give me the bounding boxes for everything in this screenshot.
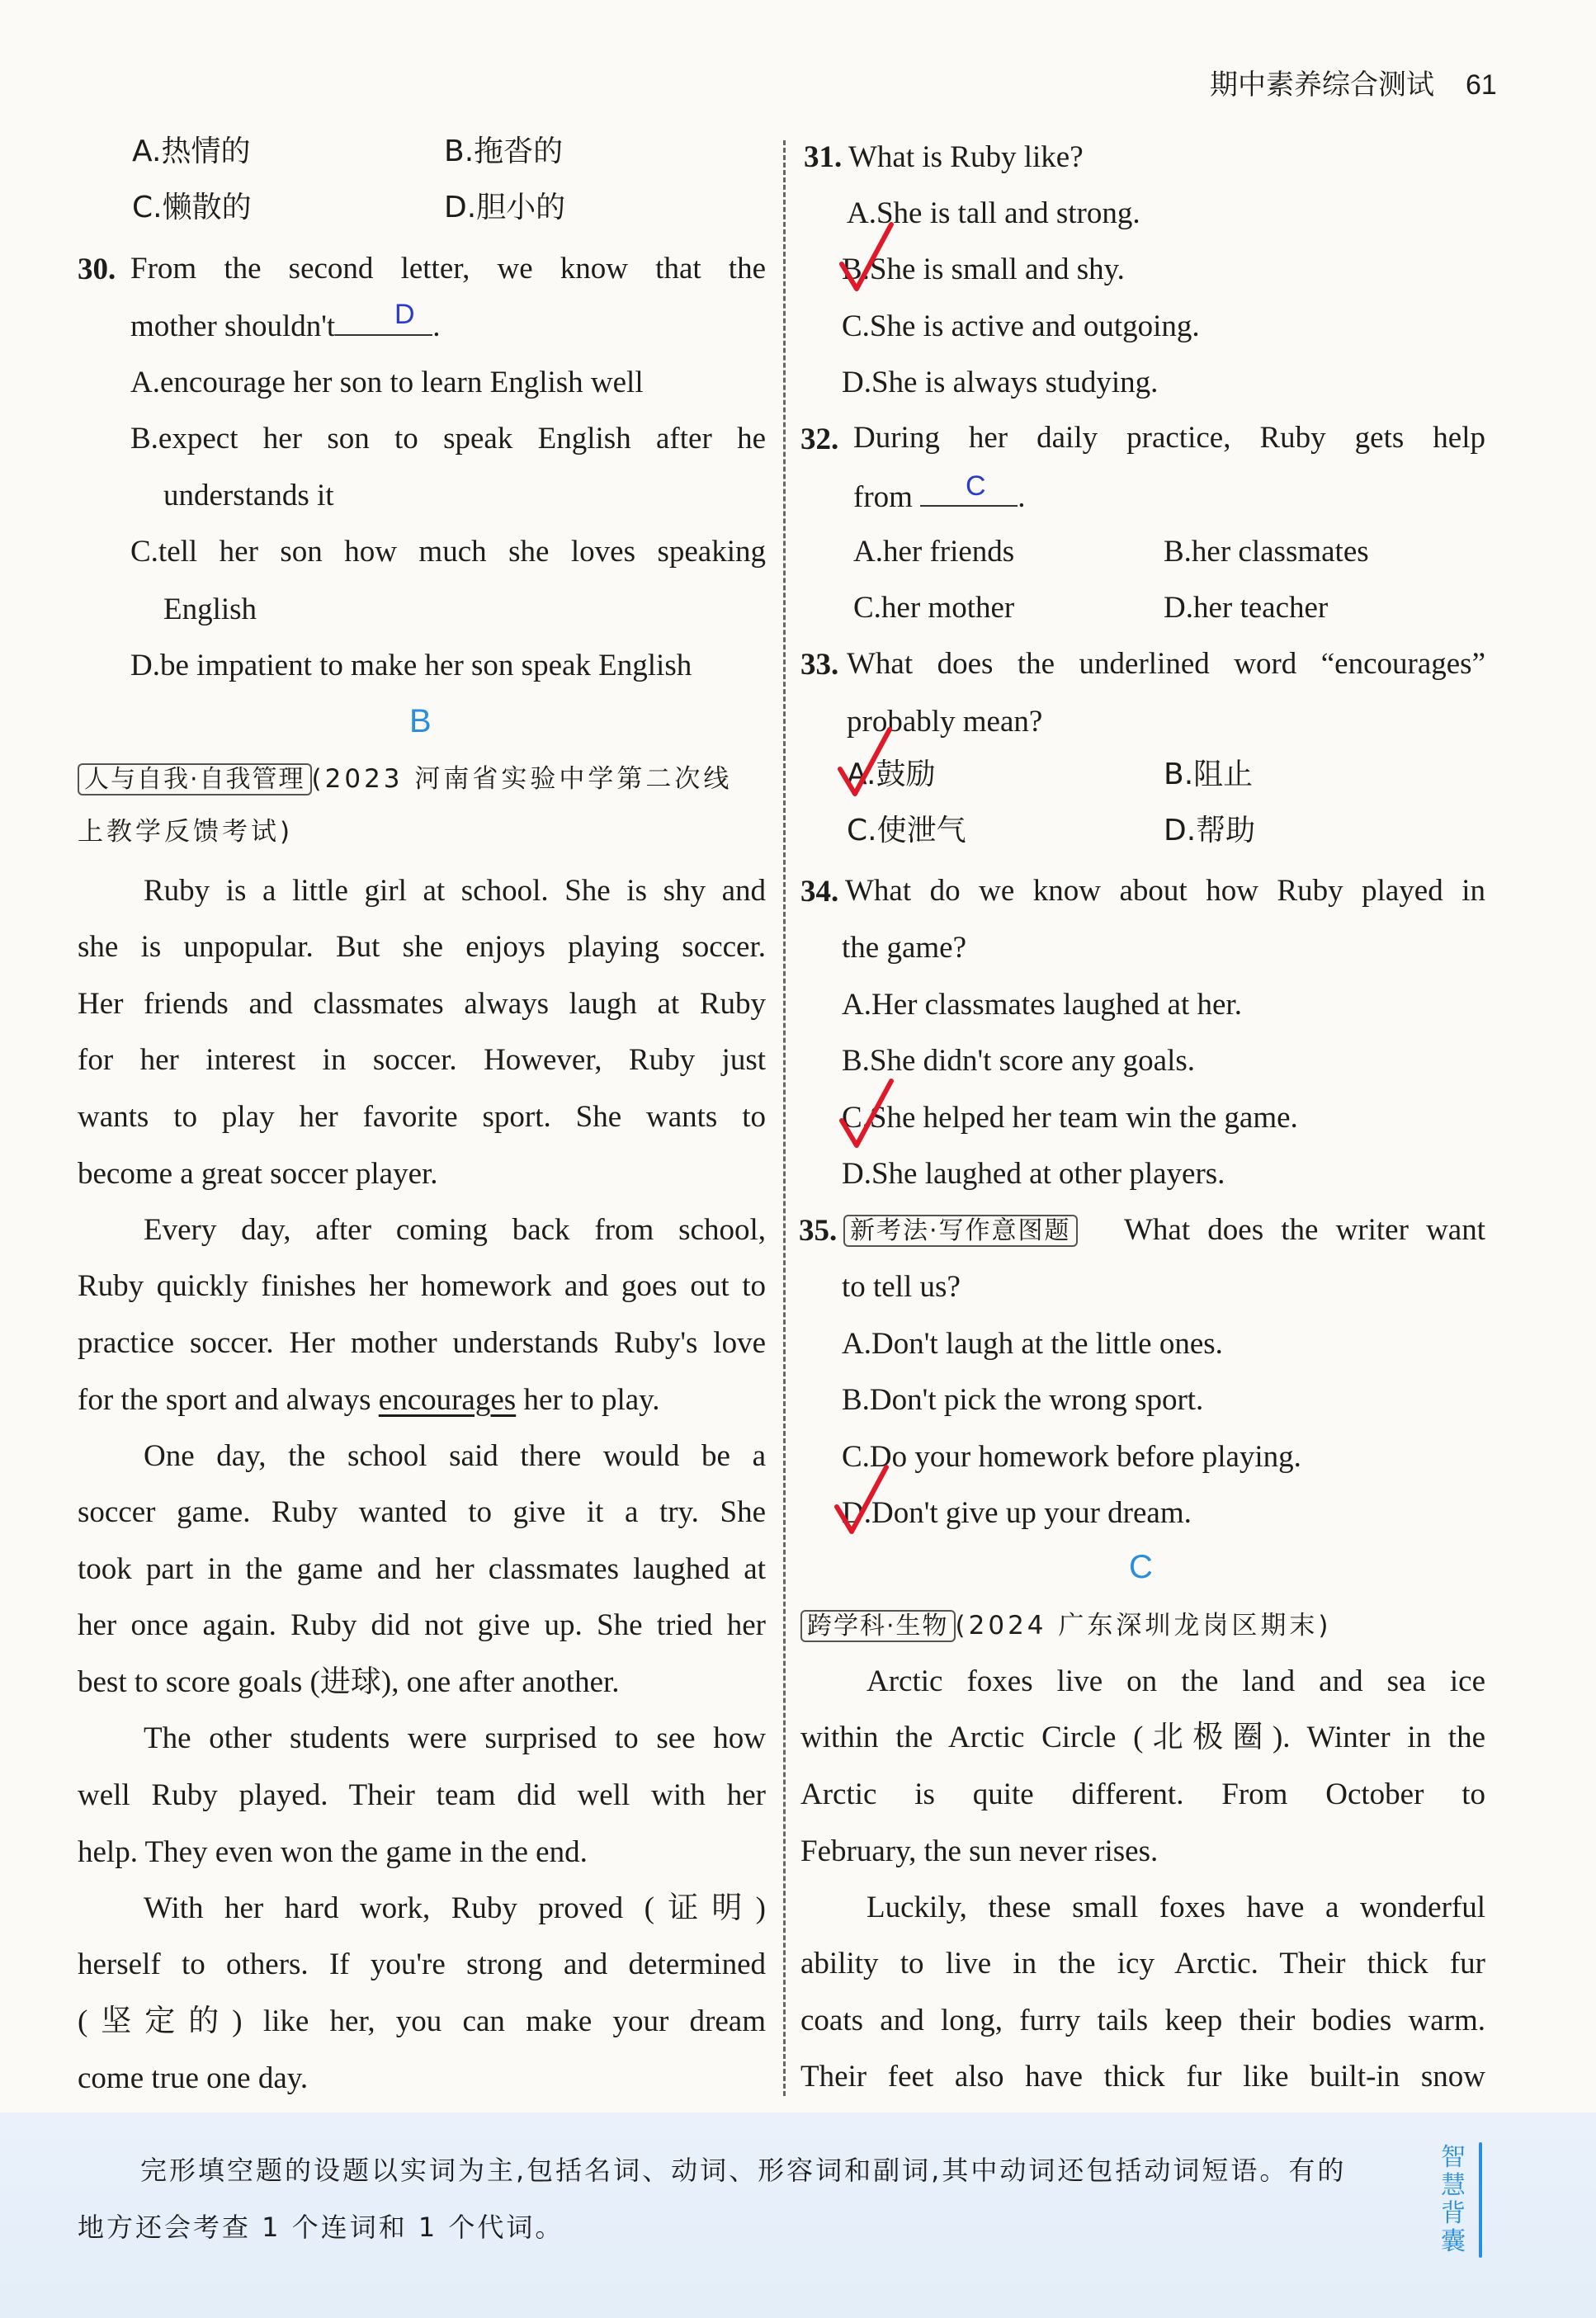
passage-b-line: practice soccer. Her mother understands Ruby's love bbox=[78, 1326, 766, 1360]
passage-b-line: come true one day. bbox=[78, 2061, 309, 2095]
q34-option-b: B.She didn't score any goals. bbox=[842, 1044, 1195, 1078]
q30-option-b-line1: B.expect her son to speak English after he bbox=[130, 422, 766, 456]
q34-stem-line1: What do we know about how Ruby played in bbox=[845, 874, 1485, 908]
footer-tip-line1: 完形填空题的设题以实词为主,包括名词、动词、形容词和副词,其中动词还包括动词短语。有的 bbox=[140, 2155, 1347, 2186]
q33-stem-line1: What does the underlined word “encourages” bbox=[847, 647, 1485, 681]
passage-c-line: Luckily, these small foxes have a wonderful bbox=[866, 1891, 1485, 1924]
q33-stem-line2: probably mean? bbox=[847, 705, 1043, 739]
q31-option-d: D.She is always studying. bbox=[842, 366, 1159, 399]
q30-option-c-line2: English bbox=[163, 592, 257, 626]
q30-option-c-line1: C.tell her son how much she loves speaking bbox=[130, 535, 766, 569]
passage-b-line: (坚定的) like her, you can make your dream bbox=[78, 2004, 766, 2038]
q31-option-b: B.She is small and shy. bbox=[842, 253, 1125, 286]
q33-option-a: A.鼓励 bbox=[847, 758, 936, 791]
q35-option-c: C.Do your homework before playing. bbox=[842, 1440, 1301, 1474]
passage-b-line: soccer game. Ruby wanted to give it a try. She bbox=[78, 1495, 766, 1529]
column-divider bbox=[783, 140, 786, 2096]
passage-b-line: The other students were surprised to see how bbox=[144, 1721, 766, 1755]
q32-option-b: B.her classmates bbox=[1164, 535, 1369, 569]
q32-stem-text: from bbox=[853, 480, 913, 514]
q32-number: 32. bbox=[800, 423, 839, 456]
q34-stem-line2: the game? bbox=[842, 931, 966, 965]
q30-stem-text: mother shouldn't bbox=[130, 309, 336, 343]
q31-option-c: C.She is active and outgoing. bbox=[842, 309, 1200, 343]
passage-b-line: her once again. Ruby did not give up. She tried her bbox=[78, 1608, 766, 1642]
q34-option-a: A.Her classmates laughed at her. bbox=[842, 988, 1242, 1022]
passage-b-line: best to score goals (进球), one after another. bbox=[78, 1665, 620, 1699]
passage-b-line: for her interest in soccer. However, Ruby just bbox=[78, 1043, 766, 1077]
passage-b-line: Ruby quickly finishes her homework and goes out to bbox=[78, 1269, 766, 1303]
q29-option-c: C.懒散的 bbox=[132, 191, 252, 224]
q35-option-a: A.Don't laugh at the little ones. bbox=[842, 1327, 1223, 1361]
q34-number: 34. bbox=[800, 875, 839, 909]
q35-option-b: B.Don't pick the wrong sport. bbox=[842, 1383, 1204, 1417]
source-b-tag: 人与自我·自我管理 bbox=[78, 763, 312, 795]
page-number: 61 bbox=[1466, 69, 1497, 101]
q29-option-d: D.胆小的 bbox=[444, 191, 566, 224]
q35-tag-wrap bbox=[843, 1214, 1078, 1244]
passage-b-text: for the sport and always bbox=[78, 1383, 371, 1417]
q34-option-d: D.She laughed at other players. bbox=[842, 1157, 1225, 1191]
q30-option-d: D.be impatient to make her son speak English bbox=[130, 649, 692, 682]
passage-b-line: Her friends and classmates always laugh at Ruby bbox=[78, 987, 766, 1021]
q35-option-d: D.Don't give up your dream. bbox=[842, 1496, 1192, 1530]
source-c-text: (2024 广东深圳龙岗区期末) bbox=[955, 1611, 1332, 1641]
passage-c-line: Arctic is quite different. From October to bbox=[800, 1777, 1485, 1811]
footer-tip-line2: 地方还会考查 1 个连词和 1 个代词。 bbox=[78, 2212, 564, 2243]
section-c-label: C bbox=[1129, 1549, 1153, 1585]
q30-option-a: A.encourage her son to learn English well bbox=[130, 366, 644, 399]
q35-stem-line1: What does the writer want bbox=[1124, 1213, 1485, 1247]
passage-b-line-underlined bbox=[78, 1385, 660, 1415]
q34-option-c: C.She helped her team win the game. bbox=[842, 1101, 1298, 1135]
q30-answer-blank bbox=[335, 309, 432, 336]
footer-side-bar bbox=[1479, 2142, 1482, 2258]
q30-stem-line1: From the second letter, we know that the bbox=[130, 252, 766, 286]
passage-c-line: coats and long, furry tails keep their bodies warm. bbox=[800, 2004, 1485, 2037]
header-title: 期中素养综合测试 bbox=[1210, 68, 1434, 102]
q32-option-d: D.her teacher bbox=[1164, 591, 1329, 625]
checkmark-icon bbox=[833, 1464, 891, 1538]
q32-stem-line1: During her daily practice, Ruby gets help bbox=[853, 421, 1485, 455]
passage-b-line: Every day, after coming back from school, bbox=[144, 1213, 766, 1247]
passage-c-line: Arctic foxes live on the land and sea ice bbox=[866, 1664, 1485, 1698]
passage-c-line: within the Arctic Circle (北极圈). Winter in the bbox=[800, 1721, 1485, 1754]
q32-option-c: C.her mother bbox=[853, 591, 1015, 625]
passage-c-line: February, the sun never rises. bbox=[800, 1834, 1159, 1868]
q33-option-c: C.使泄气 bbox=[847, 814, 966, 847]
q30-option-b-line2: understands it bbox=[163, 479, 334, 512]
passage-b-line: wants to play her favorite sport. She wants to bbox=[78, 1100, 766, 1134]
q33-option-b: B.阻止 bbox=[1164, 758, 1254, 791]
q31-stem: What is Ruby like? bbox=[848, 140, 1084, 174]
passage-b-line: took part in the game and her classmates laughed at bbox=[78, 1552, 766, 1586]
q31-number: 31. bbox=[804, 140, 843, 174]
q29-option-a: A.热情的 bbox=[132, 135, 251, 168]
q29-option-b: B.拖沓的 bbox=[444, 135, 564, 168]
q35-number: 35. bbox=[799, 1214, 838, 1248]
source-b-line1 bbox=[78, 762, 732, 793]
q35-stem-line2: to tell us? bbox=[842, 1270, 961, 1304]
source-b-text: (2023 河南省实验中学第二次线 bbox=[311, 764, 733, 794]
source-c-line bbox=[800, 1609, 1331, 1640]
q35-tag: 新考法·写作意图题 bbox=[843, 1215, 1078, 1247]
passage-c-line: Their feet also have thick fur like built-in snow bbox=[800, 2060, 1485, 2094]
section-b-label: B bbox=[409, 703, 432, 739]
q30-number: 30. bbox=[78, 253, 116, 286]
passage-b-line: herself to others. If you're strong and determined bbox=[78, 1947, 766, 1981]
source-c-tag: 跨学科·生物 bbox=[800, 1610, 956, 1642]
q32-stem-line2: from . bbox=[853, 480, 1026, 514]
passage-b-line: she is unpopular. But she enjoys playing soccer. bbox=[78, 930, 766, 964]
checkmark-icon bbox=[838, 1078, 896, 1152]
passage-b-text: her to play. bbox=[516, 1383, 660, 1417]
source-b-line2: 上教学反馈考试) bbox=[78, 817, 294, 847]
q33-option-d: D.帮助 bbox=[1164, 814, 1256, 847]
checkmark-icon bbox=[837, 726, 895, 800]
q33-number: 33. bbox=[800, 648, 839, 682]
passage-b-line: become a great soccer player. bbox=[78, 1157, 438, 1191]
q32-answer: C bbox=[966, 470, 986, 502]
q32-option-a: A.her friends bbox=[853, 535, 1015, 569]
passage-b-line: With her hard work, Ruby proved (证明) bbox=[144, 1891, 766, 1925]
q31-option-a: A.She is tall and strong. bbox=[847, 196, 1140, 230]
passage-b-line: Ruby is a little girl at school. She is shy and bbox=[144, 874, 766, 908]
q30-stem-line2: mother shouldn't . bbox=[130, 309, 441, 343]
checkmark-icon bbox=[838, 221, 896, 295]
q30-answer: D bbox=[394, 299, 415, 330]
underlined-word: encourages bbox=[378, 1383, 517, 1417]
passage-b-line: well Ruby played. Their team did well with her bbox=[78, 1778, 766, 1812]
footer-side-label: 智慧背囊 bbox=[1441, 2143, 1466, 2256]
passage-b-line: One day, the school said there would be a bbox=[144, 1439, 766, 1473]
passage-c-line: ability to live in the icy Arctic. Their thick fur bbox=[800, 1947, 1485, 1980]
passage-b-line: help. They even won the game in the end. bbox=[78, 1835, 588, 1869]
